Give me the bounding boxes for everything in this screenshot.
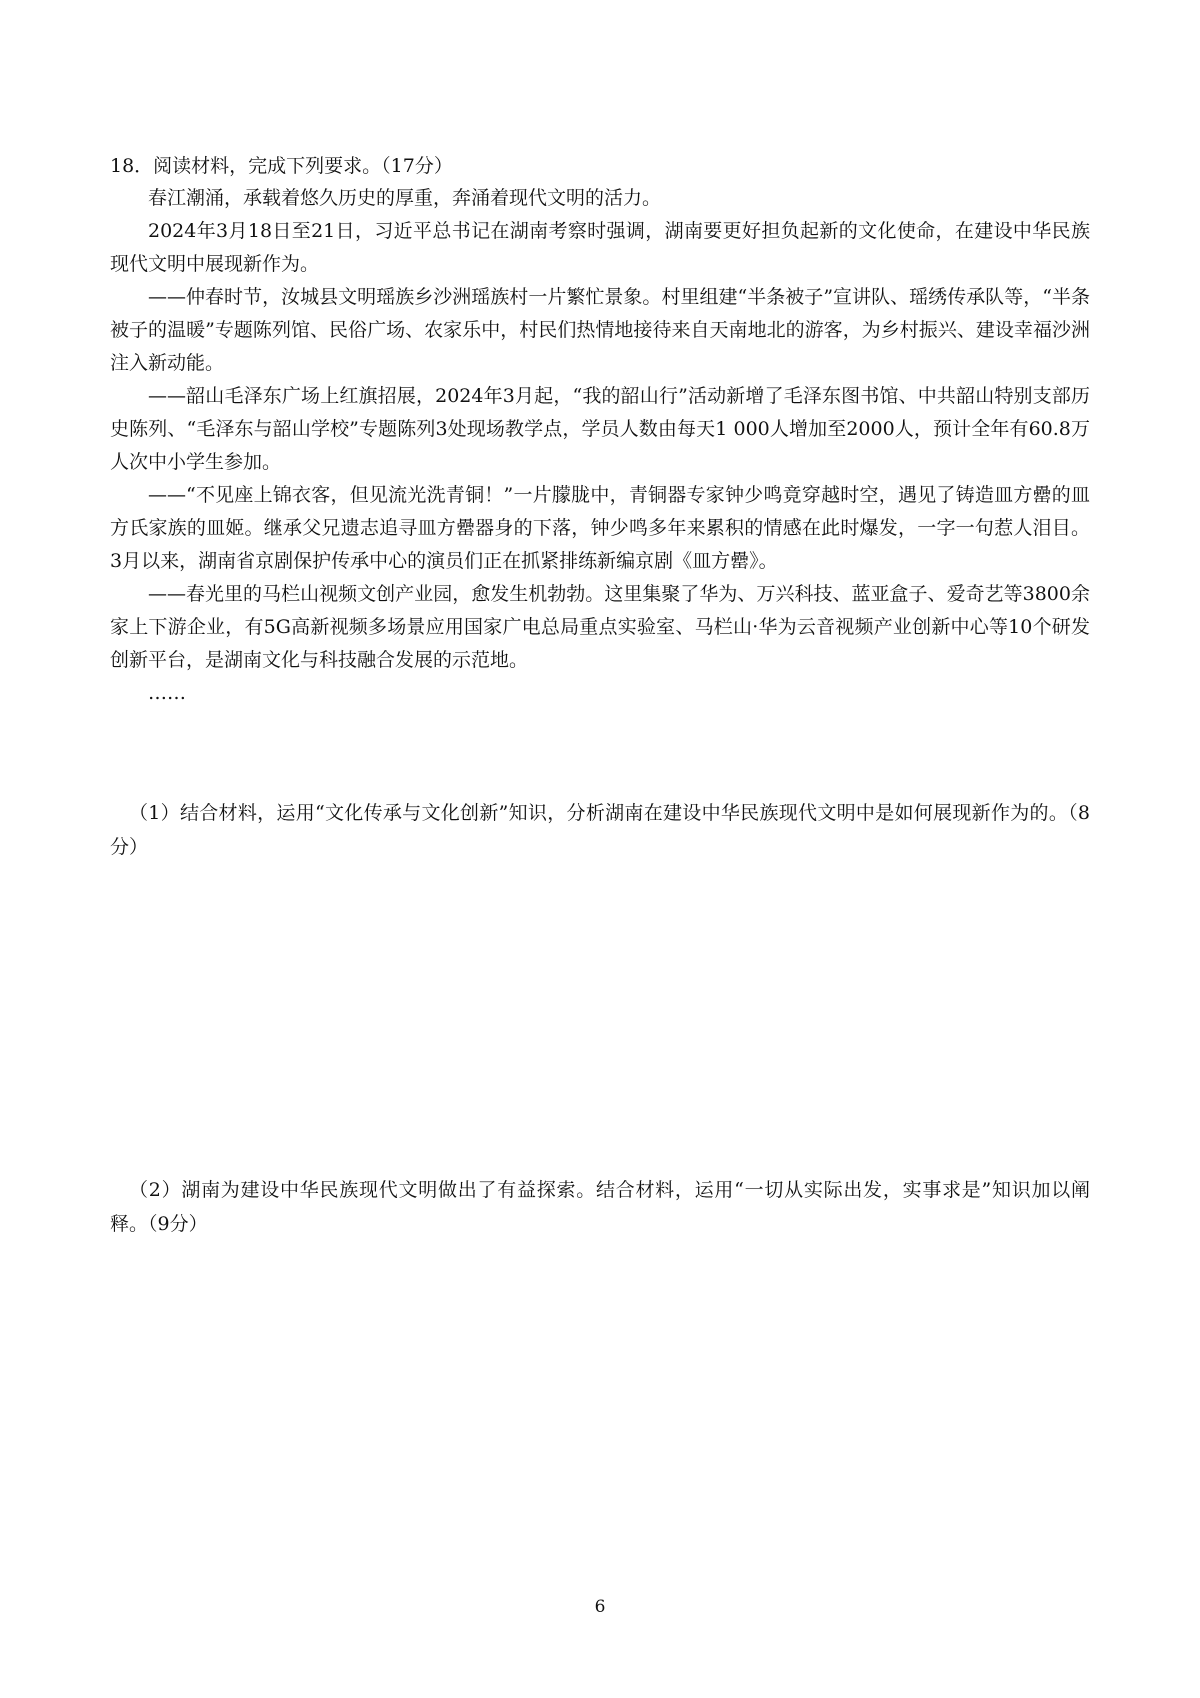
- sub-question-1: （1）结合材料，运用“文化传承与文化创新”知识，分析湖南在建设中华民族现代文明中是如何展现新作为的。（8分）: [110, 802, 1090, 858]
- material-paragraph-shaoshan: ——韶山毛泽东广场上红旗招展，2024年3月起，“我的韶山行”活动新增了毛泽东图书馆、中共韶山特别支部历史陈列、“毛泽东与韶山学校”专题陈列3处现场教学点，学员人数由每天1 000人增加至2000人，预计全年有60.8万人次中小学生参加。: [110, 385, 1090, 473]
- material-paragraph-intro: 春江潮涌，承载着悠久历史的厚重，奔涌着现代文明的活力。: [148, 187, 662, 209]
- material-block: [110, 182, 1090, 710]
- material-paragraph-malanshan: ——春光里的马栏山视频文创产业园，愈发生机勃勃。这里集聚了华为、万兴科技、蓝亚盒子、爱奇艺等3800余家上下游企业，有5G高新视频多场景应用国家广电总局重点实验室、马栏山·华为云音视频产业创新中心等10个研发创新平台，是湖南文化与科技融合发展的示范地。: [110, 583, 1090, 671]
- sub-question-2: （2）湖南为建设中华民族现代文明做出了有益探索。结合材料，运用“一切从实际出发，实事求是”知识加以阐释。（9分）: [110, 1179, 1090, 1235]
- material-paragraph-opera: ——“不见座上锦衣客，但见流光洗青铜！”一片朦胧中，青铜器专家钟少鸣竟穿越时空，遇见了铸造皿方罍的皿方氏家族的皿姬。继承父兄遗志追寻皿方罍器身的下落，钟少鸣多年来累积的情感在此时爆发，一字一句惹人泪目。3月以来，湖南省京剧保护传承中心的演员们正在抓紧排练新编京剧《皿方罍》。: [110, 484, 1090, 572]
- material-ellipsis: ……: [148, 682, 186, 704]
- material-paragraph-shazhou: ——仲春时节，汝城县文明瑶族乡沙洲瑶族村一片繁忙景象。村里组建“半条被子”宣讲队、瑶绣传承队等，“半条被子的温暖”专题陈列馆、民俗广场、农家乐中，村民们热情地接待来自天南地北的游客，为乡村振兴、建设幸福沙洲注入新动能。: [110, 286, 1090, 374]
- material-paragraph-background: 2024年3月18日至21日，习近平总书记在湖南考察时强调，湖南要更好担负起新的文化使命，在建设中华民族现代文明中展现新作为。: [110, 220, 1090, 275]
- question-title: 18．阅读材料，完成下列要求。（17分）: [110, 155, 453, 177]
- page-number: 6: [594, 1597, 606, 1617]
